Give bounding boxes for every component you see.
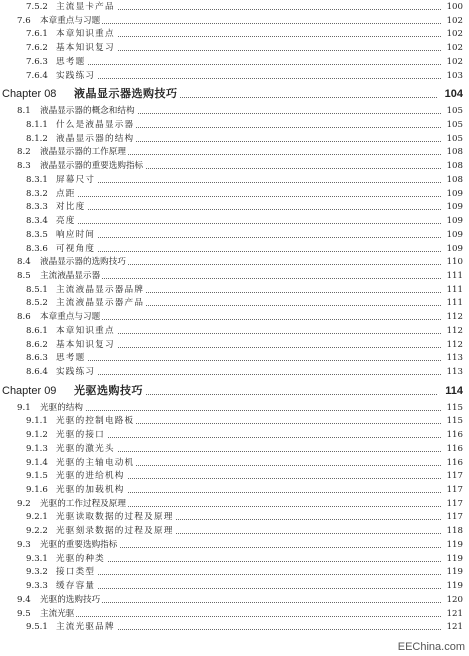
toc-entry-number: 7.6.4 <box>26 70 48 81</box>
dot-leader <box>58 196 441 197</box>
toc-entry <box>0 483 469 497</box>
toc-entry <box>0 401 469 415</box>
dot-leader <box>58 251 441 252</box>
dot-leader <box>58 78 441 79</box>
toc-entry-page: 114 <box>445 384 463 397</box>
toc-entry-page: 100 <box>446 2 463 12</box>
toc-entry-title: 液晶显示器的工作原理 <box>40 147 126 158</box>
toc-entry-title: 主流液晶显示器品牌 <box>56 284 145 295</box>
toc-entry-title: 可视角度 <box>56 243 96 254</box>
toc-entry-page: 117 <box>446 498 463 509</box>
toc-entry-number: 9.3.3 <box>26 581 48 592</box>
toc-entry-page: 112 <box>446 312 463 323</box>
toc-entry-number: 8.3.2 <box>26 188 48 199</box>
toc-entry-number: 8.6.2 <box>26 339 48 350</box>
toc-entry-page: 112 <box>446 325 463 336</box>
dot-leader <box>58 437 441 438</box>
toc-entry-page: 108 <box>446 174 463 185</box>
toc-entry-page: 119 <box>446 567 463 578</box>
toc-entry-number: 9.5 <box>17 608 31 619</box>
toc-entry <box>0 414 469 428</box>
toc-entry-title: 光驱刻录数据的过程及原理 <box>56 526 174 537</box>
toc-entry-number: 8.6.3 <box>26 353 48 364</box>
chapter-heading <box>0 382 469 400</box>
toc-entry-page: 109 <box>446 202 463 213</box>
toc-entry-title: 光驱选购技巧 <box>74 382 145 400</box>
toc-entry-number: 8.5.1 <box>26 284 48 295</box>
toc-entry <box>0 497 469 511</box>
toc-entry-page: 104 <box>444 88 463 101</box>
toc-entry <box>0 524 469 538</box>
toc-entry-title: 光驱的重要选购指标 <box>40 539 118 550</box>
toc-entry-number: 9.1.5 <box>26 471 48 482</box>
dot-leader <box>58 182 441 183</box>
toc-entry <box>0 593 469 607</box>
toc-entry-number: 8.5.2 <box>26 298 48 309</box>
toc-entry-title: 主流光驱品牌 <box>56 622 115 633</box>
toc-entry-page: 110 <box>446 257 463 268</box>
toc-entry-title: 本章重点与习题 <box>40 15 101 26</box>
toc-entry <box>0 242 469 256</box>
toc-entry-title: 光驱读取数据的过程及原理 <box>56 512 174 523</box>
toc-entry-title: 液晶显示器选购技巧 <box>74 85 180 103</box>
toc-entry-page: 116 <box>446 457 463 468</box>
toc-entry-number: 8.3 <box>17 161 31 172</box>
toc-entry-title: 光驱的种类 <box>56 553 105 564</box>
toc-entry-title: 光驱的加载机构 <box>56 485 125 496</box>
toc-entry-number: 9.2 <box>17 498 31 509</box>
toc-entry-title: 实践练习 <box>56 367 96 377</box>
toc-entry <box>0 255 469 269</box>
toc-entry-page: 113 <box>446 367 463 377</box>
toc-entry <box>0 0 469 14</box>
dot-leader <box>58 561 441 562</box>
toc-entry-title: 响应时间 <box>56 229 96 240</box>
toc-entry-page: 109 <box>446 229 463 240</box>
toc-entry-number: 8.1 <box>17 106 31 117</box>
dot-leader <box>42 616 441 617</box>
toc-entry-title: 什么是液晶显示器 <box>56 120 135 131</box>
toc-entry <box>0 538 469 552</box>
toc-entry <box>0 456 469 470</box>
toc-entry <box>0 607 469 621</box>
toc-entry-number: 9.3.2 <box>26 567 48 578</box>
toc-entry-title: 液晶显示器的选购技巧 <box>40 257 126 268</box>
toc-entry-page: 108 <box>446 161 463 172</box>
toc-entry <box>0 200 469 214</box>
toc-entry-page: 108 <box>446 147 463 158</box>
toc-entry <box>0 145 469 159</box>
toc-entry-title: 主流液晶显示器 <box>40 270 101 281</box>
toc-entry <box>0 27 469 41</box>
toc-entry-number: 8.1.1 <box>26 120 48 131</box>
toc-entry-page: 115 <box>446 416 463 427</box>
toc-entry-page: 119 <box>446 581 463 592</box>
toc-entry-page: 119 <box>446 553 463 564</box>
toc-entry <box>0 104 469 118</box>
toc-entry-title: 本章重点与习题 <box>40 312 101 323</box>
toc-entry-number: 8.1.2 <box>26 133 48 144</box>
toc-entry-page: 112 <box>446 339 463 350</box>
toc-entry <box>0 14 469 28</box>
toc-entry-page: 109 <box>446 216 463 227</box>
toc-entry-page: 119 <box>446 539 463 550</box>
toc-entry-number: 7.6.1 <box>26 29 48 40</box>
toc-entry-number: 7.6 <box>17 15 31 26</box>
toc-entry <box>0 428 469 442</box>
toc-entry-number: 7.6.3 <box>26 56 48 67</box>
toc-entry-number: 8.3.3 <box>26 202 48 213</box>
toc-entry-number: 8.3.6 <box>26 243 48 254</box>
toc-entry-number: 9.1.3 <box>26 443 48 454</box>
toc-entry-number: 9.1.1 <box>26 416 48 427</box>
toc-entry-page: 120 <box>446 594 463 605</box>
toc-entry-title: 液晶显示器的重要选购指标 <box>40 161 144 172</box>
toc-entry-page: 117 <box>446 471 463 482</box>
toc-entry <box>0 565 469 579</box>
toc-entry-number: 9.1.4 <box>26 457 48 468</box>
toc-entry <box>0 351 469 365</box>
toc-entry-number: 8.3.5 <box>26 229 48 240</box>
toc-entry-page: 117 <box>446 485 463 496</box>
toc-entry <box>0 214 469 228</box>
toc-entry-number: 9.3.1 <box>26 553 48 564</box>
toc-entry <box>0 118 469 132</box>
toc-entry-title: 光驱的主轴电动机 <box>56 457 135 468</box>
toc-entry-page: 118 <box>446 526 463 537</box>
dot-leader <box>58 223 441 224</box>
toc-entry-number: 8.3.4 <box>26 216 48 227</box>
toc-entry <box>0 173 469 187</box>
dot-leader <box>42 410 441 411</box>
toc-entry-number: 9.1.6 <box>26 485 48 496</box>
toc-entry-page: 105 <box>446 133 463 144</box>
toc-entry-number: 9.1 <box>17 402 31 413</box>
toc-entry <box>0 579 469 593</box>
toc-entry <box>0 469 469 483</box>
toc-entry <box>0 69 469 83</box>
toc-entry-page: 116 <box>446 443 463 454</box>
toc-entry-number: 8.2 <box>17 147 31 158</box>
toc-entry-title: 液晶显示器的概念和结构 <box>40 106 135 117</box>
toc-entry <box>0 187 469 201</box>
toc-entry-page: 105 <box>446 106 463 117</box>
toc-entry-title: 亮度 <box>56 216 76 227</box>
toc-entry-number: 9.4 <box>17 594 31 605</box>
toc-entry-title: 主流液晶显示器产品 <box>56 298 145 309</box>
toc-entry-number: 8.6.1 <box>26 325 48 336</box>
toc-entry-page: 103 <box>446 70 463 81</box>
toc-entry-title: 液晶显示器的结构 <box>56 133 135 144</box>
toc-entry-page: 121 <box>446 608 463 619</box>
dot-leader <box>58 360 441 361</box>
toc-entry-title: 点距 <box>56 188 76 199</box>
toc-entry-page: 116 <box>446 430 463 441</box>
toc-entry-number: 9.3 <box>17 539 31 550</box>
toc-entry-title: 光驱的接口 <box>56 430 105 441</box>
toc-entry-page: 113 <box>446 353 463 364</box>
dot-leader <box>58 237 441 238</box>
toc-entry-title: 思考题 <box>56 56 86 67</box>
dot-leader <box>58 574 441 575</box>
toc-entry-title: 光驱的控制电路板 <box>56 416 135 427</box>
toc-entry-title: 光驱的工作过程及原理 <box>40 498 126 509</box>
toc-entry-title: 光驱的进给机构 <box>56 471 125 482</box>
toc-entry-page: 111 <box>446 270 463 281</box>
toc-entry-title: 主流光驱 <box>40 608 75 619</box>
toc-entry <box>0 55 469 69</box>
toc-entry-title: 对比度 <box>56 202 86 213</box>
toc-entry-number: 9.2.1 <box>26 512 48 523</box>
toc-entry-page: 109 <box>446 188 463 199</box>
toc-entry-page: 109 <box>446 243 463 254</box>
toc-entry-title: 主流显卡产品 <box>56 2 115 12</box>
toc-entry-title: 本章知识重点 <box>56 325 115 336</box>
toc-entry <box>0 159 469 173</box>
toc-entry <box>0 442 469 456</box>
toc-entry-number: Chapter 08 <box>2 88 57 101</box>
toc-entry-number: 8.4 <box>17 257 31 268</box>
toc-entry-page: 117 <box>446 512 463 523</box>
toc-entry-number: 9.5.1 <box>26 622 48 633</box>
toc-entry-title: 光驱的激光头 <box>56 443 115 454</box>
toc-entry-page: 121 <box>446 622 463 633</box>
toc-entry <box>0 269 469 283</box>
toc-entry-page: 111 <box>446 298 463 309</box>
toc-entry-number: 8.5 <box>17 270 31 281</box>
toc-entry <box>0 324 469 338</box>
toc-entry <box>0 283 469 297</box>
toc-entry-page: 105 <box>446 120 463 131</box>
toc-entry-title: 接口类型 <box>56 567 96 578</box>
toc-entry <box>0 552 469 566</box>
toc-entry <box>0 620 469 634</box>
toc-entry-title: 思考题 <box>56 353 86 364</box>
toc-entry-number: 7.5.2 <box>26 2 48 12</box>
dot-leader <box>58 209 441 210</box>
toc-entry-page: 102 <box>446 43 463 54</box>
toc-entry <box>0 296 469 310</box>
toc-entry-number: 9.2.2 <box>26 526 48 537</box>
toc-entry-page: 102 <box>446 56 463 67</box>
toc-entry-page: 102 <box>446 15 463 26</box>
toc-entry-number: 8.6.4 <box>26 367 48 377</box>
toc-entry-title: 光驱的结构 <box>40 402 83 413</box>
toc-entry <box>0 310 469 324</box>
toc-entry-title: 缓存容量 <box>56 581 96 592</box>
toc-entry-title: 基本知识复习 <box>56 339 115 350</box>
toc-entry <box>0 228 469 242</box>
toc-entry-page: 111 <box>446 284 463 295</box>
toc-entry <box>0 338 469 352</box>
toc-entry-number: Chapter 09 <box>2 384 57 397</box>
dot-leader <box>58 64 441 65</box>
watermark: EEChina.com <box>397 641 465 653</box>
dot-leader <box>58 374 441 375</box>
toc-entry <box>0 510 469 524</box>
toc-entry-page: 102 <box>446 29 463 40</box>
toc-entry <box>0 365 469 379</box>
toc-entry-title: 屏幕尺寸 <box>56 174 96 185</box>
toc-entry-number: 9.1.2 <box>26 430 48 441</box>
toc-entry-number: 8.6 <box>17 312 31 323</box>
chapter-heading <box>0 85 469 103</box>
toc-entry-page: 115 <box>446 402 463 413</box>
toc-entry <box>0 132 469 146</box>
toc-entry-title: 基本知识复习 <box>56 43 115 54</box>
toc-entry <box>0 41 469 55</box>
toc-entry-title: 光驱的选购技巧 <box>40 594 101 605</box>
toc-entry-number: 7.6.2 <box>26 43 48 54</box>
toc-entry-title: 实践练习 <box>56 70 96 81</box>
toc-entry-title: 本章知识重点 <box>56 29 115 40</box>
toc-entry-number: 8.3.1 <box>26 174 48 185</box>
dot-leader <box>58 588 441 589</box>
